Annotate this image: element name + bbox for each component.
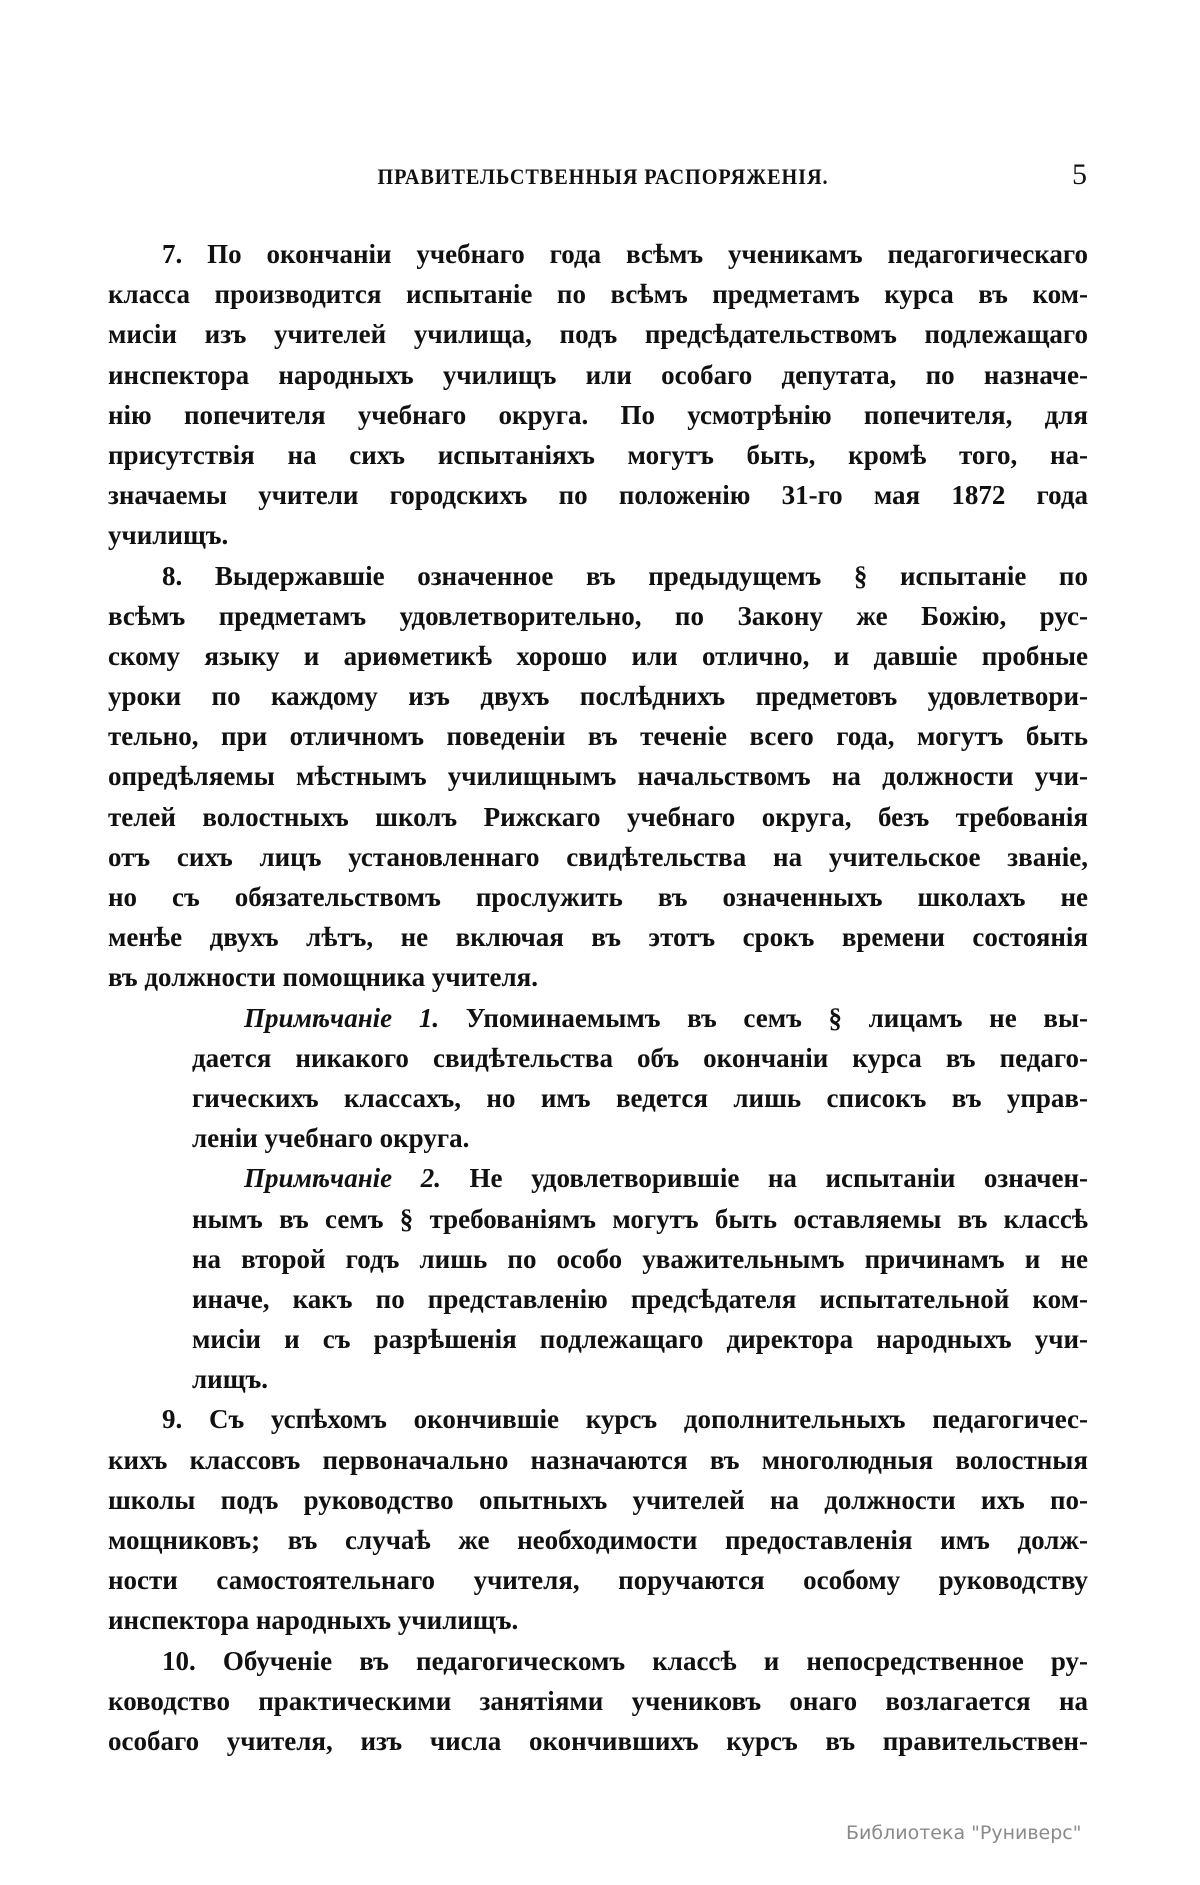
line-text: всѣмъ предметамъ удовлетворительно, по Закону же Божію, рус- — [108, 600, 1088, 631]
paragraph — [108, 1641, 1088, 1762]
line-text: Не удовлетворившіе на испытаніи означен- — [469, 1163, 1088, 1194]
line-text: нымъ въ семъ § требованіямъ могутъ быть оставляемы въ классѣ — [192, 1203, 1088, 1234]
line-text: скому языку и ариѳметикѣ хорошо или отлично, и давшіе пробные — [108, 640, 1088, 671]
page-body — [108, 234, 1088, 1761]
paragraph — [108, 556, 1088, 998]
text-line — [108, 1721, 1088, 1761]
running-header-title: ПРАВИТЕЛЬСТВЕННЫЯ РАСПОРЯЖЕНІЯ. — [377, 164, 829, 189]
text-line — [108, 917, 1088, 957]
note-block — [108, 998, 1088, 1159]
text-line — [108, 395, 1088, 435]
line-text: 9. Съ успѣхомъ окончившіе курсъ дополнительныхъ педагогичес- — [162, 1404, 1088, 1435]
line-text: ности самостоятельнаго учителя, поручаются особому руководству — [108, 1565, 1088, 1596]
text-line — [108, 475, 1088, 515]
line-text: 10. Обученіе въ педагогическомъ классѣ и непосредственное ру- — [162, 1645, 1088, 1676]
text-line — [192, 1078, 1088, 1118]
text-line — [108, 314, 1088, 354]
text-line — [192, 1158, 1088, 1198]
text-line — [108, 1681, 1088, 1721]
line-text: 8. Выдержавшіе означенное въ предыдущемъ § испытаніе по — [162, 560, 1088, 591]
line-text: менѣе двухъ лѣтъ, не включая въ этотъ срокъ времени состоянія — [108, 922, 1088, 953]
text-line — [108, 636, 1088, 676]
text-line — [192, 1239, 1088, 1279]
line-text: дается никакого свидѣтельства объ окончаніи курса въ педаго- — [192, 1042, 1088, 1073]
paragraph — [108, 234, 1088, 556]
line-text: въ должности помощника учителя. — [108, 962, 538, 993]
line-text: отъ сихъ лицъ установленнаго свидѣтельства на учительское званіе, — [108, 841, 1088, 872]
paragraph — [108, 1399, 1088, 1640]
text-line — [108, 556, 1088, 596]
text-line — [108, 1600, 1088, 1640]
line-text: опредѣляемы мѣстнымъ училищнымъ начальствомъ на должности учи- — [108, 761, 1088, 792]
line-text: Упоминаемымъ въ семъ § лицамъ не вы- — [465, 1002, 1088, 1033]
line-text: кихъ классовъ первоначально назначаются въ многолюдныя волостныя — [108, 1444, 1088, 1475]
text-line — [108, 1440, 1088, 1480]
line-text: мисіи изъ учителей училища, подъ предсѣдательствомъ подлежащаго — [108, 319, 1088, 350]
note-label: Примѣчаніе 2. — [244, 1163, 441, 1194]
text-line — [108, 596, 1088, 636]
text-line — [108, 756, 1088, 796]
text-line — [108, 1560, 1088, 1600]
line-text: училищъ. — [108, 520, 229, 551]
text-line — [108, 1520, 1088, 1560]
line-text: уроки по каждому изъ двухъ послѣднихъ предметовъ удовлетвори- — [108, 681, 1088, 712]
text-line — [108, 1641, 1088, 1681]
line-text: мисіи и съ разрѣшенія подлежащаго директора народныхъ учи- — [192, 1324, 1088, 1355]
line-text: на второй годъ лишь по особо уважительнымъ причинамъ и не — [192, 1243, 1088, 1274]
text-line — [108, 877, 1088, 917]
line-text: тельно, при отличномъ поведеніи въ теченіе всего года, могутъ быть — [108, 721, 1088, 752]
line-text: школы подъ руководство опытныхъ учителей на должности ихъ по- — [108, 1484, 1088, 1515]
text-line — [108, 957, 1088, 997]
line-text: иначе, какъ по представленію предсѣдателя испытательной ком- — [192, 1283, 1088, 1314]
text-line — [192, 1359, 1088, 1399]
note-block — [108, 1158, 1088, 1399]
line-text: но съ обязательствомъ прослужить въ означенныхъ школахъ не — [108, 882, 1088, 912]
line-text: класса производится испытаніе по всѣмъ предметамъ курса въ ком- — [108, 279, 1088, 310]
text-line — [108, 355, 1088, 395]
library-watermark: Библиотека "Руниверс" — [846, 1822, 1082, 1844]
text-line — [108, 837, 1088, 877]
page-number: 5 — [1072, 158, 1087, 191]
text-line — [192, 1118, 1088, 1158]
text-line — [108, 234, 1088, 274]
text-line — [108, 716, 1088, 756]
line-text: мощниковъ; въ случаѣ же необходимости предоставленія имъ долж- — [108, 1525, 1088, 1555]
text-line — [192, 1199, 1088, 1239]
line-text: инспектора народныхъ училищъ или особаго депутата, по назначе- — [108, 359, 1088, 390]
note-label: Примѣчаніе 1. — [244, 1002, 440, 1033]
line-text: ководство практическими занятіями учениковъ онаго возлагается на — [108, 1685, 1088, 1716]
line-text: присутствія на сихъ испытаніяхъ могутъ быть, кромѣ того, на- — [108, 439, 1088, 470]
text-line — [108, 515, 1088, 555]
text-line — [108, 274, 1088, 314]
line-text: нію попечителя учебнаго округа. По усмотрѣнію попечителя, для — [108, 399, 1088, 430]
line-text: 7. По окончаніи учебнаго года всѣмъ ученикамъ педагогическаго — [162, 239, 1088, 269]
line-text: лищъ. — [192, 1364, 268, 1395]
line-text: особаго учителя, изъ числа окончившихъ курсъ въ правительствен- — [108, 1725, 1088, 1756]
line-text: инспектора народныхъ училищъ. — [108, 1605, 519, 1636]
text-line — [192, 998, 1088, 1038]
text-line — [192, 1279, 1088, 1319]
text-line — [108, 797, 1088, 837]
line-text: леніи учебнаго округа. — [192, 1123, 470, 1154]
text-line — [108, 676, 1088, 716]
text-line — [192, 1038, 1088, 1078]
text-line — [108, 1480, 1088, 1520]
line-text: значаемы учители городскихъ по положенію 31-го мая 1872 года — [108, 480, 1088, 511]
line-text: телей волостныхъ школъ Рижскаго учебнаго округа, безъ требованія — [108, 801, 1088, 832]
line-text: гическихъ классахъ, но имъ ведется лишь списокъ въ управ- — [192, 1082, 1088, 1113]
text-line — [108, 435, 1088, 475]
text-line — [192, 1319, 1088, 1359]
text-line — [108, 1399, 1088, 1439]
